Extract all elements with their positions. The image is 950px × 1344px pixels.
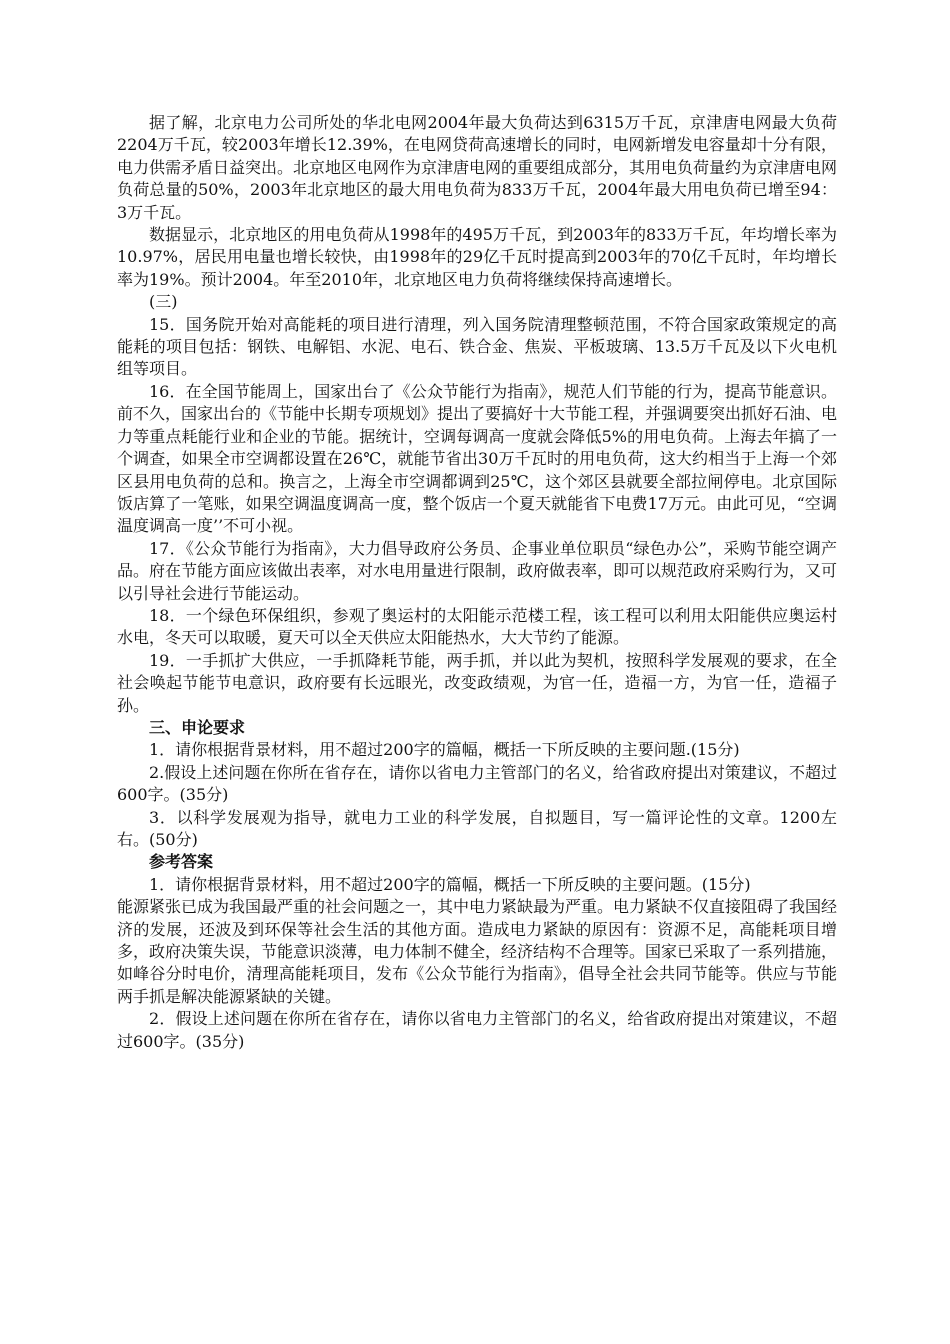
paragraph-item-18: 18．一个绿色环保组织，参观了奥运村的太阳能示范楼工程，该工程可以利用太阳能供应奥运村水电，冬天可以取暖，夏天可以全天供应太阳能热水，大大节约了能源。 xyxy=(117,605,837,648)
section-marker-three: (三) xyxy=(149,292,178,312)
paragraph-beijing-load-data: 数据显示，北京地区的用电负荷从1998年的495万千瓦，到2003年的833万千瓦，年均增长率为10.97%，居民用电量也增长较快，由1998年的29亿千瓦时提高到2003年的70亿千瓦时，年均增长率为19%。预计2004。年至2010年，北京地区电力负荷将继续保持高速增长。 xyxy=(117,225,837,289)
answer-question-2: 2．假设上述问题在你所在省存在，请你以省电力主管部门的名义，给省政府提出对策建议，不超过600字。(35分) xyxy=(117,1009,837,1051)
paragraph-item-17: 17．《公众节能行为指南》，大力倡导政府公务员、企事业单位职员“绿色办公”，采购节能空调产品。府在节能方面应该做出表率，对水电用量进行限制，政府做表率，即可以规范政府采购行为，又可以引导社会进行节能运动。 xyxy=(117,538,838,603)
document-page xyxy=(117,112,837,1053)
paragraph-north-china-grid: 据了解，北京电力公司所处的华北电网2004年最大负荷达到6315万千瓦，京津唐电网最大负荷2204万千瓦，较2003年增长12.39%，在电网贷荷高速增长的同时，电网新增发电容量却十分有限，电力供需矛盾日益突出。北京地区电网作为京津唐电网的重要组成部分，其用电负荷量约为京津唐电网负荷总量的50%，2003年北京地区的最大用电负荷为833万千瓦，2004年最大用电负荷已增至94：3万千瓦。 xyxy=(117,113,838,222)
answer-question-1: 1．请你根据背景材料，用不超过200字的篇幅，概括一下所反映的主要问题。(15分) xyxy=(149,874,751,894)
requirement-3: 3．以科学发展观为指导，就电力工业的科学发展，自拟题目，写一篇评论性的文章。1200左右。(50分) xyxy=(117,807,837,849)
answer-body-1: 能源紧张已成为我国最严重的社会问题之一，其中电力紧缺最为严重。电力紧缺不仅直接阻碍了我国经济的发展，还波及到环保等社会生活的其他方面。造成电力紧缺的原因有：资源不足，高能耗项目增多，政府决策失误，节能意识淡薄，电力体制不健全，经济结构不合理等。国家已采取了一系列措施，如峰谷分时电价，清理高能耗项目，发布《公众节能行为指南》，倡导全社会共同节能等。供应与节能两手抓是解决能源紧缺的关键。 xyxy=(117,897,838,1006)
paragraph-item-19: 19．一手抓扩大供应，一手抓降耗节能，两手抓，并以此为契机，按照科学发展观的要求，在全社会唤起节能节电意识，政府要有长远眼光，改变政绩观，为官一任，造福一方，为官一任，造福子孙。 xyxy=(117,650,837,715)
paragraph-item-15: 15．国务院开始对高能耗的项目进行清理，列入国务院清理整顿范围，不符合国家政策规定的高能耗的项目包括：钢铁、电解铝、水泥、电石、铁合金、焦炭、平板玻璃、13.5万千瓦及以下火电机组等项目。 xyxy=(117,314,837,379)
paragraph-item-16: 16．在全国节能周上，国家出台了《公众节能行为指南》，规范人们节能的行为，提高节能意识。前不久，国家出台的《节能中长期专项规划》提出了要搞好十大节能工程，并强调要突出抓好石油、电力等重点耗能行业和企业的节能。据统计，空调每调高一度就会降低5%的用电负荷。上海去年搞了一个调查，如果全市空调都设置在26℃，就能节省出30万千瓦时的用电负荷，这大约相当于上海一个郊区县用电负荷的总和。换言之，上海全市空调都调到25℃，这个郊区县就要全部拉闸停电。北京国际饭店算了一笔账，如果空调温度调高一度，整个饭店一个夏天就能省下电费17万元。由此可见，“空调温度调高一度’’不可小视。 xyxy=(117,381,838,536)
heading-requirements: 三、申论要求 xyxy=(149,717,246,737)
requirement-2: 2.假设上述问题在你所在省存在，请你以省电力主管部门的名义，给省政府提出对策建议，不超过600字。(35分) xyxy=(117,762,837,805)
requirement-1: 1．请你根据背景材料，用不超过200字的篇幅，概括一下所反映的主要问题.(15分) xyxy=(149,740,740,760)
heading-reference-answers: 参考答案 xyxy=(149,852,214,872)
